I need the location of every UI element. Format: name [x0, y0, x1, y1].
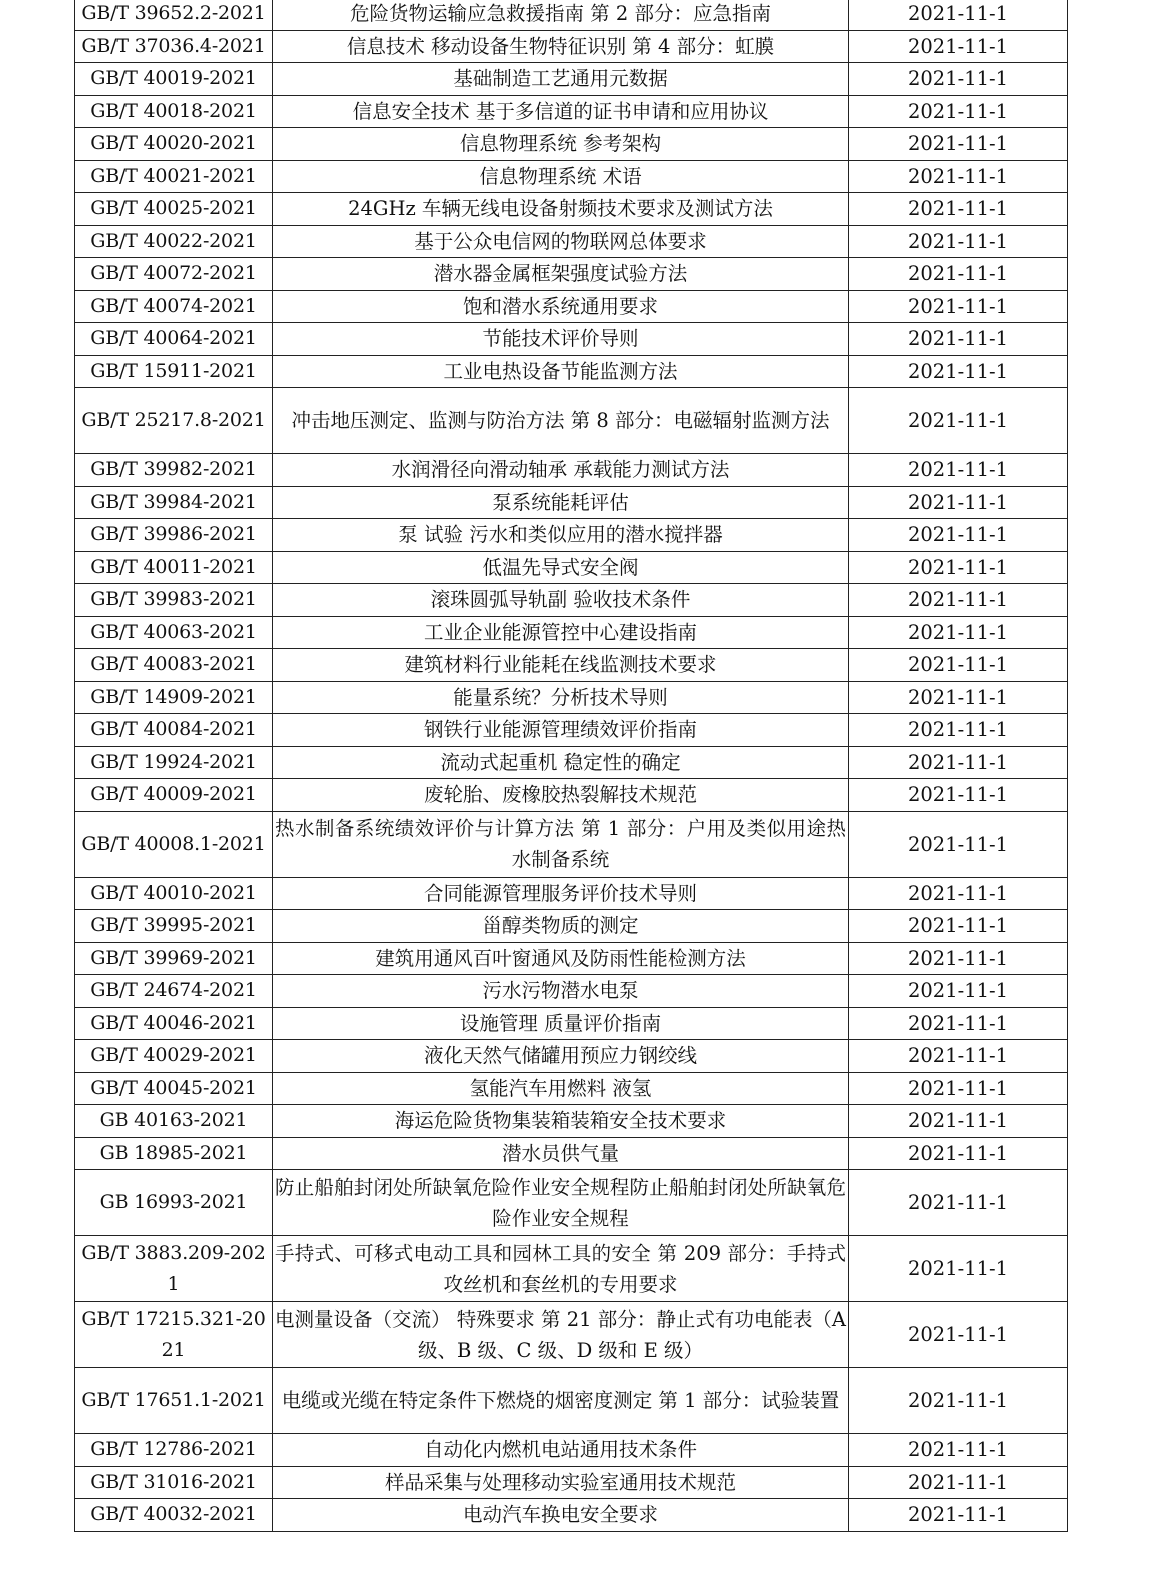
standard-name-cell: 低温先导式安全阀 [273, 551, 849, 584]
standard-name-cell: 信息安全技术 基于多信道的证书申请和应用协议 [273, 95, 849, 128]
table-row [75, 193, 1068, 226]
standard-code-cell: GB/T 39986-2021 [75, 519, 273, 552]
implementation-date-cell: 2021-11-1 [849, 519, 1068, 552]
implementation-date-cell: 2021-11-1 [849, 746, 1068, 779]
table-row [75, 1466, 1068, 1499]
table-row [75, 942, 1068, 975]
implementation-date-cell: 2021-11-1 [849, 910, 1068, 943]
table-row [75, 519, 1068, 552]
implementation-date-cell: 2021-11-1 [849, 942, 1068, 975]
implementation-date-cell: 2021-11-1 [849, 551, 1068, 584]
table-row [75, 1072, 1068, 1105]
standard-name-cell: 热水制备系统绩效评价与计算方法 第 1 部分：户用及类似用途热水制备系统 [273, 811, 849, 877]
standard-name-cell: 液化天然气储罐用预应力钢绞线 [273, 1040, 849, 1073]
table-row [75, 551, 1068, 584]
standard-name-cell: 潜水员供气量 [273, 1137, 849, 1170]
standard-code-cell: GB/T 40074-2021 [75, 290, 273, 323]
implementation-date-cell: 2021-11-1 [849, 193, 1068, 226]
implementation-date-cell: 2021-11-1 [849, 128, 1068, 161]
standard-name-cell: 滚珠圆弧导轨副 验收技术条件 [273, 584, 849, 617]
standard-code-cell: GB/T 40009-2021 [75, 779, 273, 812]
standard-name-cell: 冲击地压测定、监测与防治方法 第 8 部分：电磁辐射监测方法 [273, 388, 849, 454]
implementation-date-cell: 2021-11-1 [849, 1302, 1068, 1368]
table-row [75, 1137, 1068, 1170]
table-row [75, 1499, 1068, 1532]
table-row [75, 323, 1068, 356]
implementation-date-cell: 2021-11-1 [849, 1170, 1068, 1236]
standard-name-cell: 泵系统能耗评估 [273, 486, 849, 519]
table-row [75, 779, 1068, 812]
implementation-date-cell: 2021-11-1 [849, 811, 1068, 877]
table-row [75, 290, 1068, 323]
standard-name-cell: 电测量设备（交流） 特殊要求 第 21 部分：静止式有功电能表（A 级、B 级、C 级、D 级和 E 级） [273, 1302, 849, 1368]
standard-name-cell: 信息技术 移动设备生物特征识别 第 4 部分：虹膜 [273, 30, 849, 63]
implementation-date-cell: 2021-11-1 [849, 225, 1068, 258]
standard-code-cell: GB/T 40008.1-2021 [75, 811, 273, 877]
implementation-date-cell: 2021-11-1 [849, 0, 1068, 30]
implementation-date-cell: 2021-11-1 [849, 1466, 1068, 1499]
implementation-date-cell: 2021-11-1 [849, 63, 1068, 96]
table-row [75, 811, 1068, 877]
implementation-date-cell: 2021-11-1 [849, 649, 1068, 682]
standard-code-cell: GB/T 39982-2021 [75, 454, 273, 487]
table-row [75, 681, 1068, 714]
standard-code-cell: GB/T 40083-2021 [75, 649, 273, 682]
standard-code-cell: GB/T 24674-2021 [75, 975, 273, 1008]
standard-code-cell: GB/T 40046-2021 [75, 1007, 273, 1040]
standard-code-cell: GB/T 15911-2021 [75, 355, 273, 388]
standard-code-cell: GB/T 40019-2021 [75, 63, 273, 96]
standard-code-cell: GB/T 39984-2021 [75, 486, 273, 519]
standard-code-cell: GB/T 3883.209-2021 [75, 1236, 273, 1302]
standard-name-cell: 废轮胎、废橡胶热裂解技术规范 [273, 779, 849, 812]
standard-name-cell: 危险货物运输应急救援指南 第 2 部分：应急指南 [273, 0, 849, 30]
standard-name-cell: 手持式、可移式电动工具和园林工具的安全 第 209 部分：手持式攻丝机和套丝机的专用要求 [273, 1236, 849, 1302]
standard-name-cell: 自动化内燃机电站通用技术条件 [273, 1434, 849, 1467]
standards-table [74, 0, 1068, 1532]
standard-name-cell: 工业企业能源管控中心建设指南 [273, 616, 849, 649]
standard-name-cell: 电缆或光缆在特定条件下燃烧的烟密度测定 第 1 部分：试验装置 [273, 1368, 849, 1434]
standard-name-cell: 信息物理系统 术语 [273, 160, 849, 193]
table-row [75, 30, 1068, 63]
standard-code-cell: GB/T 40072-2021 [75, 258, 273, 291]
table-row [75, 1007, 1068, 1040]
table-row [75, 649, 1068, 682]
standard-code-cell: GB/T 19924-2021 [75, 746, 273, 779]
standard-code-cell: GB/T 40045-2021 [75, 1072, 273, 1105]
standard-name-cell: 节能技术评价导则 [273, 323, 849, 356]
standard-name-cell: 设施管理 质量评价指南 [273, 1007, 849, 1040]
standard-code-cell: GB/T 40084-2021 [75, 714, 273, 747]
standard-name-cell: 水润滑径向滑动轴承 承载能力测试方法 [273, 454, 849, 487]
table-row [75, 1236, 1068, 1302]
table-row [75, 160, 1068, 193]
table-row [75, 128, 1068, 161]
standard-code-cell: GB/T 40010-2021 [75, 877, 273, 910]
implementation-date-cell: 2021-11-1 [849, 388, 1068, 454]
implementation-date-cell: 2021-11-1 [849, 877, 1068, 910]
standard-name-cell: 工业电热设备节能监测方法 [273, 355, 849, 388]
standard-code-cell: GB/T 12786-2021 [75, 1434, 273, 1467]
standard-name-cell: 基础制造工艺通用元数据 [273, 63, 849, 96]
implementation-date-cell: 2021-11-1 [849, 1368, 1068, 1434]
implementation-date-cell: 2021-11-1 [849, 616, 1068, 649]
standard-name-cell: 钢铁行业能源管理绩效评价指南 [273, 714, 849, 747]
standard-name-cell: 合同能源管理服务评价技术导则 [273, 877, 849, 910]
standard-name-cell: 样品采集与处理移动实验室通用技术规范 [273, 1466, 849, 1499]
standard-code-cell: GB/T 25217.8-2021 [75, 388, 273, 454]
standard-name-cell: 泵 试验 污水和类似应用的潜水搅拌器 [273, 519, 849, 552]
standard-name-cell: 甾醇类物质的测定 [273, 910, 849, 943]
implementation-date-cell: 2021-11-1 [849, 160, 1068, 193]
standard-code-cell: GB/T 39995-2021 [75, 910, 273, 943]
standard-code-cell: GB/T 40021-2021 [75, 160, 273, 193]
table-row [75, 910, 1068, 943]
table-row [75, 95, 1068, 128]
standard-code-cell: GB/T 40011-2021 [75, 551, 273, 584]
standard-name-cell: 信息物理系统 参考架构 [273, 128, 849, 161]
implementation-date-cell: 2021-11-1 [849, 1434, 1068, 1467]
implementation-date-cell: 2021-11-1 [849, 1007, 1068, 1040]
standard-name-cell: 电动汽车换电安全要求 [273, 1499, 849, 1532]
table-row [75, 714, 1068, 747]
implementation-date-cell: 2021-11-1 [849, 779, 1068, 812]
standard-code-cell: GB/T 17651.1-2021 [75, 1368, 273, 1434]
standard-code-cell: GB/T 14909-2021 [75, 681, 273, 714]
implementation-date-cell: 2021-11-1 [849, 290, 1068, 323]
implementation-date-cell: 2021-11-1 [849, 454, 1068, 487]
table-row [75, 1170, 1068, 1236]
standard-code-cell: GB 40163-2021 [75, 1105, 273, 1138]
implementation-date-cell: 2021-11-1 [849, 323, 1068, 356]
table-row [75, 388, 1068, 454]
table-row [75, 258, 1068, 291]
table-row [75, 225, 1068, 258]
implementation-date-cell: 2021-11-1 [849, 1072, 1068, 1105]
implementation-date-cell: 2021-11-1 [849, 486, 1068, 519]
standard-code-cell: GB/T 40029-2021 [75, 1040, 273, 1073]
implementation-date-cell: 2021-11-1 [849, 258, 1068, 291]
standard-code-cell: GB/T 31016-2021 [75, 1466, 273, 1499]
table-row [75, 1434, 1068, 1467]
standard-name-cell: 防止船舶封闭处所缺氧危险作业安全规程防止船舶封闭处所缺氧危险作业安全规程 [273, 1170, 849, 1236]
standard-code-cell: GB/T 40018-2021 [75, 95, 273, 128]
standard-code-cell: GB/T 40025-2021 [75, 193, 273, 226]
table-row [75, 454, 1068, 487]
standard-code-cell: GB/T 40020-2021 [75, 128, 273, 161]
standard-code-cell: GB/T 17215.321-2021 [75, 1302, 273, 1368]
implementation-date-cell: 2021-11-1 [849, 1499, 1068, 1532]
standard-name-cell: 潜水器金属框架强度试验方法 [273, 258, 849, 291]
table-row [75, 616, 1068, 649]
table-row [75, 1302, 1068, 1368]
standard-code-cell: GB/T 37036.4-2021 [75, 30, 273, 63]
standard-name-cell: 能量系统？分析技术导则 [273, 681, 849, 714]
table-row [75, 486, 1068, 519]
standard-name-cell: 污水污物潜水电泵 [273, 975, 849, 1008]
implementation-date-cell: 2021-11-1 [849, 1137, 1068, 1170]
implementation-date-cell: 2021-11-1 [849, 30, 1068, 63]
implementation-date-cell: 2021-11-1 [849, 1236, 1068, 1302]
standard-name-cell: 基于公众电信网的物联网总体要求 [273, 225, 849, 258]
standard-code-cell: GB/T 39983-2021 [75, 584, 273, 617]
table-row [75, 1040, 1068, 1073]
standard-name-cell: 流动式起重机 稳定性的确定 [273, 746, 849, 779]
standard-name-cell: 建筑材料行业能耗在线监测技术要求 [273, 649, 849, 682]
standard-code-cell: GB/T 40032-2021 [75, 1499, 273, 1532]
implementation-date-cell: 2021-11-1 [849, 1105, 1068, 1138]
standards-table-body [75, 0, 1068, 1531]
table-row [75, 975, 1068, 1008]
table-row [75, 355, 1068, 388]
standard-code-cell: GB/T 40063-2021 [75, 616, 273, 649]
table-row [75, 0, 1068, 30]
standard-code-cell: GB 16993-2021 [75, 1170, 273, 1236]
standard-name-cell: 建筑用通风百叶窗通风及防雨性能检测方法 [273, 942, 849, 975]
standard-code-cell: GB/T 39652.2-2021 [75, 0, 273, 30]
table-row [75, 63, 1068, 96]
implementation-date-cell: 2021-11-1 [849, 714, 1068, 747]
standard-name-cell: 海运危险货物集装箱装箱安全技术要求 [273, 1105, 849, 1138]
table-row [75, 584, 1068, 617]
implementation-date-cell: 2021-11-1 [849, 95, 1068, 128]
implementation-date-cell: 2021-11-1 [849, 975, 1068, 1008]
standard-code-cell: GB 18985-2021 [75, 1137, 273, 1170]
standard-name-cell: 饱和潜水系统通用要求 [273, 290, 849, 323]
table-row [75, 746, 1068, 779]
implementation-date-cell: 2021-11-1 [849, 584, 1068, 617]
implementation-date-cell: 2021-11-1 [849, 1040, 1068, 1073]
standard-code-cell: GB/T 39969-2021 [75, 942, 273, 975]
table-row [75, 1105, 1068, 1138]
implementation-date-cell: 2021-11-1 [849, 355, 1068, 388]
implementation-date-cell: 2021-11-1 [849, 681, 1068, 714]
table-row [75, 877, 1068, 910]
standard-name-cell: 氢能汽车用燃料 液氢 [273, 1072, 849, 1105]
standard-code-cell: GB/T 40064-2021 [75, 323, 273, 356]
standard-code-cell: GB/T 40022-2021 [75, 225, 273, 258]
table-row [75, 1368, 1068, 1434]
standard-name-cell: 24GHz 车辆无线电设备射频技术要求及测试方法 [273, 193, 849, 226]
